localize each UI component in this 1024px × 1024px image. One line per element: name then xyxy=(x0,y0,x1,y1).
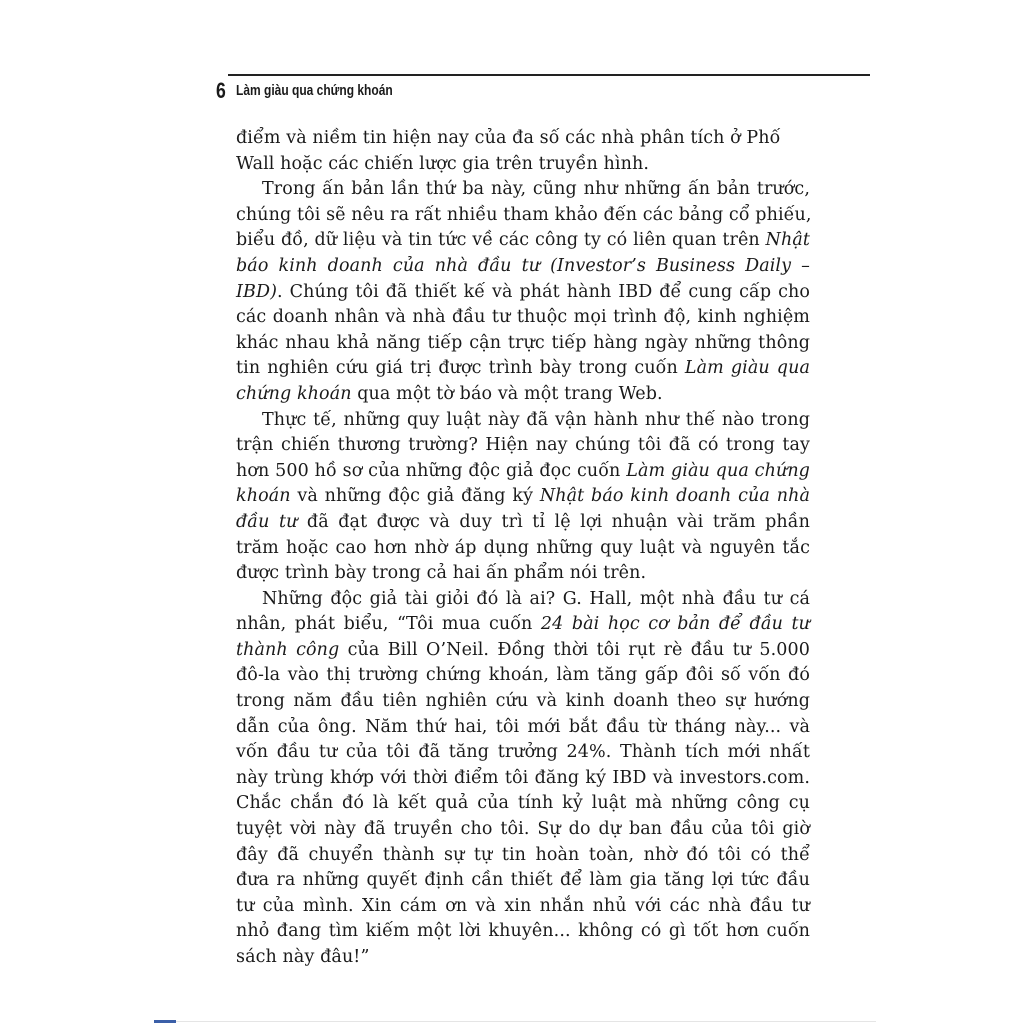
text-line: tuyệt vời này đã truyền cho tôi. Sự do dự ban đầu của tôi giờ xyxy=(236,819,810,840)
text-line: này trùng khớp với thời điểm tôi đăng ký IBD và investors.com. xyxy=(236,767,810,788)
running-header xyxy=(216,74,870,104)
text-line: báo kinh doanh của nhà đầu tư (Investor’s Business Daily – xyxy=(236,255,810,276)
text-line: khoán và những độc giả đăng ký Nhật báo kinh doanh của nhà xyxy=(236,486,810,507)
text-line: hơn 500 hồ sơ của những độc giả đọc cuốn Làm giàu qua chứng xyxy=(236,460,810,481)
text-line: trăm hoặc cao hơn nhờ áp dụng những quy luật và nguyên tắc xyxy=(236,537,810,558)
text-line: trong năm đầu tiên nghiên cứu và kinh doanh theo sự hướng xyxy=(236,691,810,712)
text-line: đầu tư đã đạt được và duy trì tỉ lệ lợi nhuận vài trăm phần xyxy=(236,511,810,532)
footer-rule xyxy=(176,1021,876,1022)
text-line: chúng tôi sẽ nêu ra rất nhiều tham khảo đến các bảng cổ phiếu, xyxy=(236,204,812,225)
text-line: IBD). Chúng tôi đã thiết kế và phát hành IBD để cung cấp cho xyxy=(236,281,810,302)
text-line: vốn đầu tư của tôi đã tăng trưởng 24%. Thành tích mới nhất xyxy=(236,742,810,763)
text-line: chứng khoán qua một tờ báo và một trang Web. xyxy=(236,383,663,404)
text-line: nhỏ đang tìm kiếm một lời khuyên... không có gì tốt hơn cuốn xyxy=(236,921,810,942)
text-line: Trong ấn bản lần thứ ba này, cũng như những ấn bản trước, xyxy=(262,179,810,200)
header-rule xyxy=(228,74,870,76)
text-line: các doanh nhân và nhà đầu tư thuộc mọi trình độ, kinh nghiệm xyxy=(236,307,810,328)
text-line: tin nghiên cứu giá trị được trình bày trong cuốn Làm giàu qua xyxy=(236,358,810,379)
text-line: Thực tế, những quy luật này đã vận hành như thế nào trong xyxy=(262,409,810,430)
text-line: sách này đâu!” xyxy=(236,947,370,967)
text-line: Chắc chắn đó là kết quả của tính kỷ luật mà những công cụ xyxy=(236,793,810,814)
text-line: khác nhau khả năng tiếp cận trực tiếp hàng ngày những thông xyxy=(236,332,810,353)
text-line: trận chiến thương trường? Hiện nay chúng tôi đã có trong tay xyxy=(236,435,810,456)
text-line: tư của mình. Xin cám ơn và xin nhắn nhủ với các nhà đầu tư xyxy=(236,895,810,916)
text-line: được trình bày trong cả hai ấn phẩm nói trên. xyxy=(236,563,647,584)
body-text xyxy=(236,126,810,971)
text-line: biểu đồ, dữ liệu và tin tức về các công ty có liên quan trên Nhật xyxy=(236,230,810,251)
text-line: đô-la vào thị trường chứng khoán, làm tăng gấp đôi số vốn đó xyxy=(236,665,810,686)
running-title: Làm giàu qua chứng khoán xyxy=(236,82,393,99)
text-line: đây đã chuyển thành sự tự tin hoàn toàn, nhờ đó tôi có thể xyxy=(236,844,810,865)
text-line: nhân, phát biểu, “Tôi mua cuốn 24 bài học cơ bản để đầu tư xyxy=(236,614,810,635)
text-line: đưa ra những quyết định cần thiết để làm gia tăng lợi tức đầu xyxy=(236,870,810,891)
page-number: 6 xyxy=(216,78,226,103)
text-line: Wall hoặc các chiến lược gia trên truyền hình. xyxy=(236,153,650,174)
text-line: điểm và niềm tin hiện nay của đa số các nhà phân tích ở Phố xyxy=(236,128,781,148)
text-line: thành công của Bill O’Neil. Đồng thời tôi rụt rè đầu tư 5.000 xyxy=(236,639,810,660)
text-line: dẫn của ông. Năm thứ hai, tôi mới bắt đầu từ tháng này... và xyxy=(236,716,810,737)
footer-mark xyxy=(154,1020,176,1023)
text-line: Những độc giả tài giỏi đó là ai? G. Hall, một nhà đầu tư cá xyxy=(262,588,810,609)
